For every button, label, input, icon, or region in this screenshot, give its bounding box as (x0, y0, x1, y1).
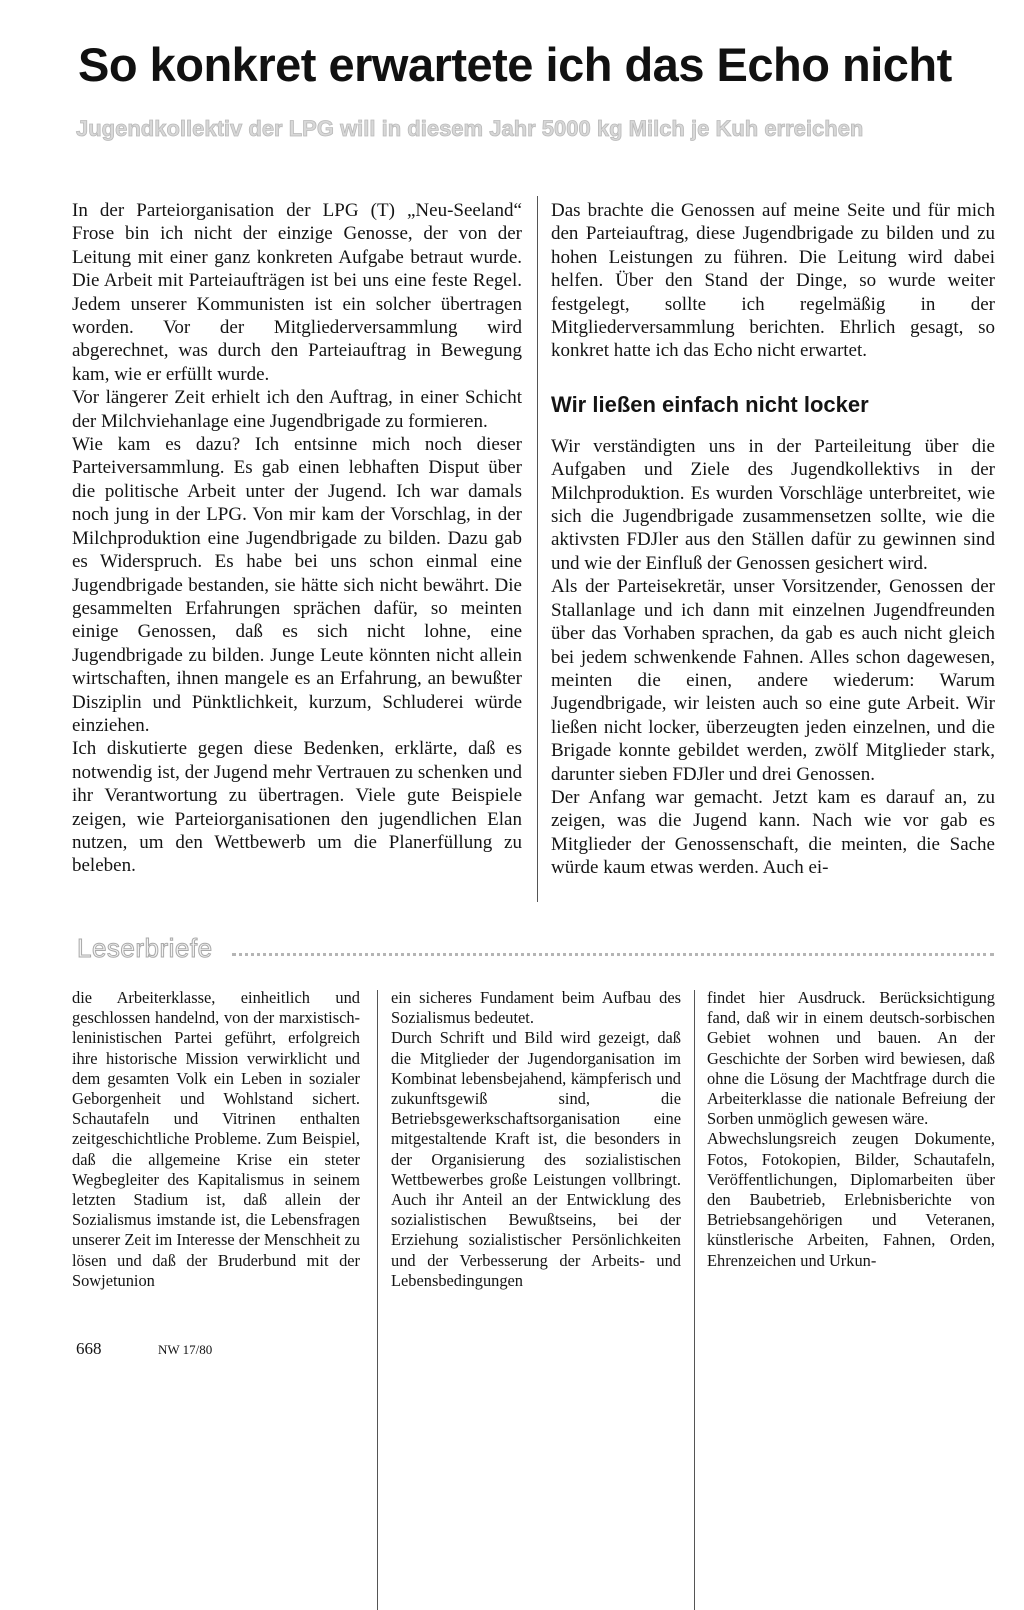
article-subheadline: Jugendkollektiv der LPG will in diesem Jahr 5000 kg Milch je Kuh erreichen (76, 116, 864, 141)
issue-label: NW 17/80 (158, 1342, 213, 1357)
letters-column-2 (391, 988, 681, 1291)
letters-column-3 (707, 988, 995, 1271)
page-number: 668 (76, 1339, 102, 1358)
article-paragraph: Der Anfang war gemacht. Jetzt kam es darauf an, zu zeigen, was die Jugend kann. Nach wie vor gab es Mitglieder der Genossenschaft, die meinten, die Sache würde kaum etwas werden. Auch ei- (551, 786, 995, 879)
letters-paragraph: Durch Schrift und Bild wird gezeigt, daß die Mitglieder der Jugendorganisation im Kombinat lebensbejahend, kämpferisch und zukunftsgewiß sind, die Betriebsgewerkschaftsorganisation eine mitgestaltende Kraft ist, die besonders in der Organisierung des sozialistischen Wettbewerbes große Leistungen vollbringt. Auch ihr Anteil an der Entwicklung des sozialistischen Bewußtseins, bei der Erziehung sozialistischer Persönlichkeiten und der Verbesserung der Arbeits- und Lebensbedingungen (391, 1028, 681, 1290)
letters-column-1 (72, 988, 360, 1291)
letters-section-label: Leserbriefe (77, 933, 213, 963)
letters-paragraph: Abwechslungsreich zeugen Dokumente, Fotos, Fotokopien, Bilder, Schautafeln, Veröffentlichungen, Diplomarbeiten über den Baubetrieb, Erlebnisberichte von Betriebsangehörigen und Veteranen, künstlerische Arbeiten, Fahnen, Orden, Ehrenzeichen und Urkun- (707, 1129, 995, 1270)
article-paragraph: Wie kam es dazu? Ich entsinne mich noch dieser Parteiversammlung. Es gab einen lebhaften Disput über die politische Arbeit unter der Jugend. Ich war damals noch jung in der LPG. Von mir kam der Vorschlag, in der Milchproduktion eine Jugendbrigade zu bilden. Dazu gab es Widerspruch. Es habe bei uns schon einmal eine Jugendbrigade bestanden, sie hätte sich nicht bewährt. Die gesammelten Erfahrungen sprächen dafür, so meinten einige Genossen, daß es sich nicht lohne, eine Jugendbrigade zu bilden. Junge Leute könnten nicht allein wirtschaften, ihnen mangele es an Erfahrung, an bewußter Disziplin und Pünktlichkeit, kurzum, Schluderei würde einziehen. (72, 434, 522, 736)
article-column-2 (551, 199, 995, 880)
letters-paragraph: findet hier Ausdruck. Berücksichtigung fand, daß wir in einem deutsch-sorbischen Gebiet wohnen und bauen. An der Geschichte der Sorben wird bewiesen, daß ohne die Lösung der Machtfrage durch die Arbeiterklasse die nationale Befreiung der Sorben unmöglich gewesen wäre. (707, 988, 995, 1129)
article-column-1 (72, 199, 522, 878)
article-paragraph: Das brachte die Genossen auf meine Seite und für mich den Parteiauftrag, diese Jugendbrigade zu bilden und zu hohen Leistungen zu führen. Die Leitung wird dabei helfen. Über den Stand der Dinge, so wurde weiter festgelegt, sollte ich regelmäßig in der Mitgliederversammlung berichten. Ehrlich gesagt, so konkret hatte ich das Echo nicht erwartet. (551, 200, 995, 362)
column-divider (537, 196, 538, 902)
letters-section-rule (232, 953, 994, 956)
article-paragraph: Ich diskutierte gegen diese Bedenken, erklärte, daß es notwendig ist, der Jugend mehr Vertrauen zu schenken und ihr Verantwortung zu übertragen. Viele gute Beispiele zeigen, wie Parteiorganisationen den jugendlichen Elan nutzen, um den Wettbewerb um die Planerfüllung zu beleben. (72, 738, 522, 877)
column-divider (377, 990, 378, 1610)
article-paragraph: Wir verständigten uns in der Parteileitung über die Aufgaben und Ziele des Jugendkollektivs in der Milchproduktion. Es wurden Vorschläge unterbreitet, wie sich die Jugendbrigade zusammensetzen sollte, wie die aktivsten FDJler aus den Ställen dafür zu gewinnen sind und wie der Einfluß der Genossen gesichert wird. (551, 435, 995, 574)
letters-paragraph: die Arbeiterklasse, einheitlich und geschlossen handelnd, von der marxistisch-leninistischen Partei geführt, erfolgreich ihre historische Mission verwirklicht und dem gesamten Volk ein Leben in sozialer Geborgenheit und Wohlstand sichert. Schautafeln und Vitrinen enthalten zeitgeschichtliche Probleme. Zum Beispiel, daß die allgemeine Krise ein steter Wegbegleiter des Kapitalismus in seinem letzten Stadium ist, daß allein der Sozialismus imstande ist, die Lebensfragen unserer Zeit im Interesse der Menschheit zu lösen und daß der Bruderbund mit der Sowjetunion (72, 988, 360, 1290)
letters-paragraph: ein sicheres Fundament beim Aufbau des Sozialismus bedeutet. (391, 988, 681, 1028)
article-headline: So konkret erwartete ich das Echo nicht (78, 38, 952, 91)
column-divider (694, 990, 695, 1610)
article-paragraph: In der Parteiorganisation der LPG (T) „Neu-Seeland“ Frose bin ich nicht der einzige Genosse, der von der Leitung mit einer ganz konkreten Aufgabe betraut wurde. Die Arbeit mit Parteiaufträgen ist bei uns eine feste Regel. Jedem unserer Kommunisten ist ein solcher übertragen worden. Vor der Mitgliederversammlung wird abgerechnet, was durch den Parteiauftrag in Bewegung kam, wie er erfüllt wurde. (72, 200, 522, 385)
article-paragraph: Als der Parteisekretär, unser Vorsitzender, Genossen der Stallanlage und ich dann mit einzelnen Jugendfreunden über das Vorhaben sprachen, da gab es auch nicht gleich bei jedem schwenkende Fahnen. Alles schon dagewesen, meinten die einen, andere wiederum: Warum Jugendbrigade, wir leisten auch so eine gute Arbeit. Wir ließen nicht locker, überzeugten jeden einzelnen, und die Brigade konnte gebildet werden, zwölf Mitglieder stark, darunter sieben FDJler und drei Genossen. (551, 576, 995, 785)
article-paragraph: Vor längerer Zeit erhielt ich den Auftrag, in einer Schicht der Milchviehanlage eine Jugendbrigade zu formieren. (72, 387, 522, 432)
section-heading: Wir ließen einfach nicht locker (551, 391, 869, 417)
